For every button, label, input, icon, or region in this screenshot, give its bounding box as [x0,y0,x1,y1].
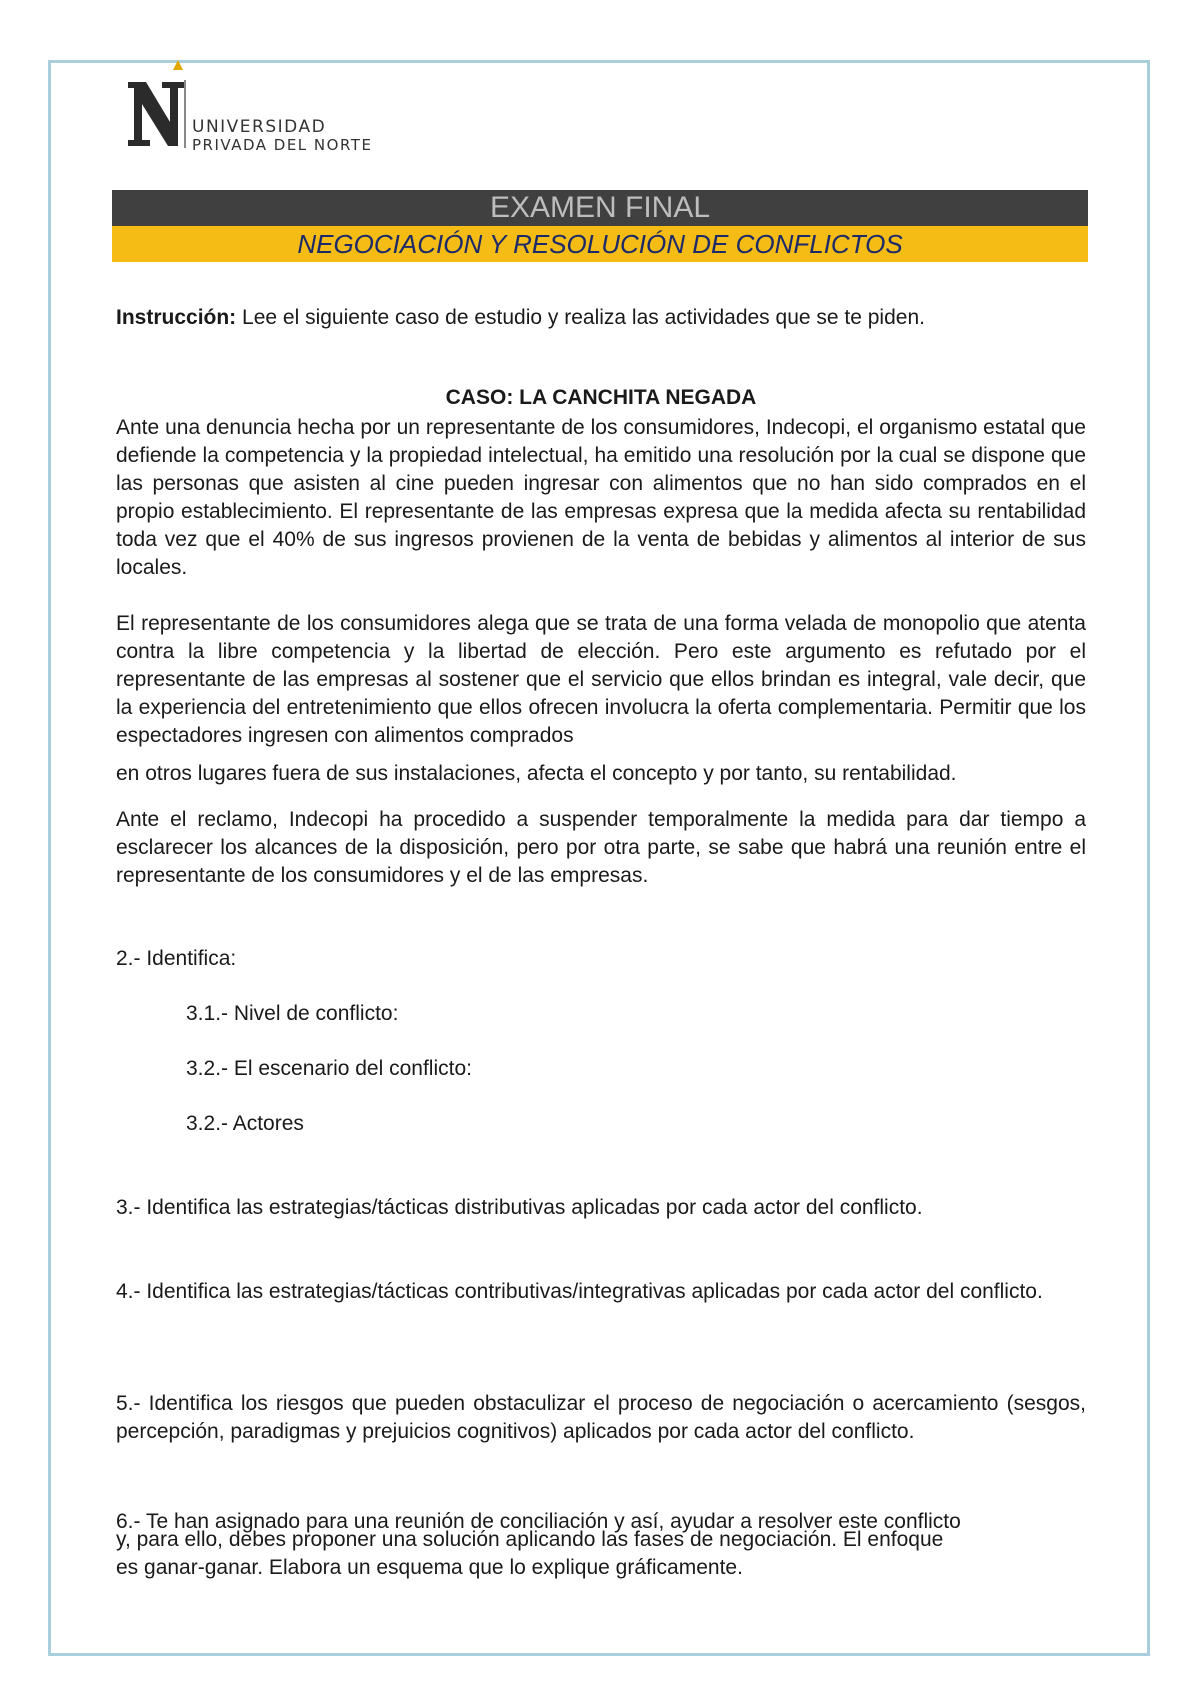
logo-flame-icon [173,60,183,70]
instruction [116,304,1086,332]
question-4: 4.- Identifica las estrategias/tácticas contributivas/integrativas aplicadas por cada actor del conflicto. [116,1280,1043,1303]
question-6-line-1: 6.- Te han asignado para una reunión de conciliación y así, ayudar a resolver este conflicto [116,1510,961,1533]
exam-subtitle: NEGOCIACIÓN Y RESOLUCIÓN DE CONFLICTOS [112,226,1088,262]
case-paragraph-2: El representante de los consumidores alega que se trata de una forma velada de monopolio que atenta contra la libre competencia y la libertad de elección. Pero este argumento es refutado por el representante de las empresas al sostener que el servicio que ellos brindan es integral, vale decir, que la experiencia del entretenimiento que ellos ofrecen involucra la oferta complementaria. Permitir que los espectadores ingresen con alimentos comprados [116,612,1086,747]
logo-line1: UNIVERSIDAD [192,117,327,137]
question-5: 5.- Identifica los riesgos que pueden obstaculizar el proceso de negociación o acercamiento (sesgos, percepción, paradigmas y prejuicios cognitivos) aplicados por cada actor del conflicto. [116,1392,1086,1443]
case-paragraph-1: Ante una denuncia hecha por un representante de los consumidores, Indecopi, el organismo estatal que defiende la competencia y la propiedad intelectual, ha emitido una resolución por la cual se dispone que las personas que asisten al cine pueden ingresar con alimentos que no han sido comprados en el propio establecimiento. El representante de las empresas expresa que la medida afecta su rentabilidad toda vez que el 40% de sus ingresos provienen de la venta de bebidas y alimentos al interior de sus locales. [116,416,1086,579]
question-6-line-3: es ganar-ganar. Elabora un esquema que lo explique gráficamente. [116,1556,743,1579]
question-2: 2.- Identifica: [116,947,237,970]
question-3: 3.- Identifica las estrategias/tácticas distributivas aplicadas por cada actor del conflicto. [116,1196,923,1219]
logo-line2: PRIVADA DEL NORTE [192,136,373,154]
question-2-3: 3.2.- Actores [186,1112,304,1135]
instruction-label: Instrucción: [116,306,237,329]
question-2-1: 3.1.- Nivel de conflicto: [186,1002,399,1025]
exam-title: EXAMEN FINAL [112,190,1088,226]
case-title: CASO: LA CANCHITA NEGADA [445,386,757,409]
question-2-2: 3.2.- El escenario del conflicto: [186,1057,472,1080]
question-6-line-2: y, para ello, debes proponer una solución aplicando las fases de negociación. El enfoque [116,1528,944,1551]
case-paragraph-2-end: en otros lugares fuera de sus instalaciones, afecta el concepto y por tanto, su rentabilidad. [116,762,957,785]
instruction-text: Lee el siguiente caso de estudio y realiza las actividades que se te piden. [236,306,925,329]
case-paragraph-3: Ante el reclamo, Indecopi ha procedido a suspender temporalmente la medida para dar tiempo a esclarecer los alcances de la disposición, pero por otra parte, se sabe que habrá una reunión entre el representante de los consumidores y el de las empresas. [116,808,1086,887]
university-name [192,118,372,154]
